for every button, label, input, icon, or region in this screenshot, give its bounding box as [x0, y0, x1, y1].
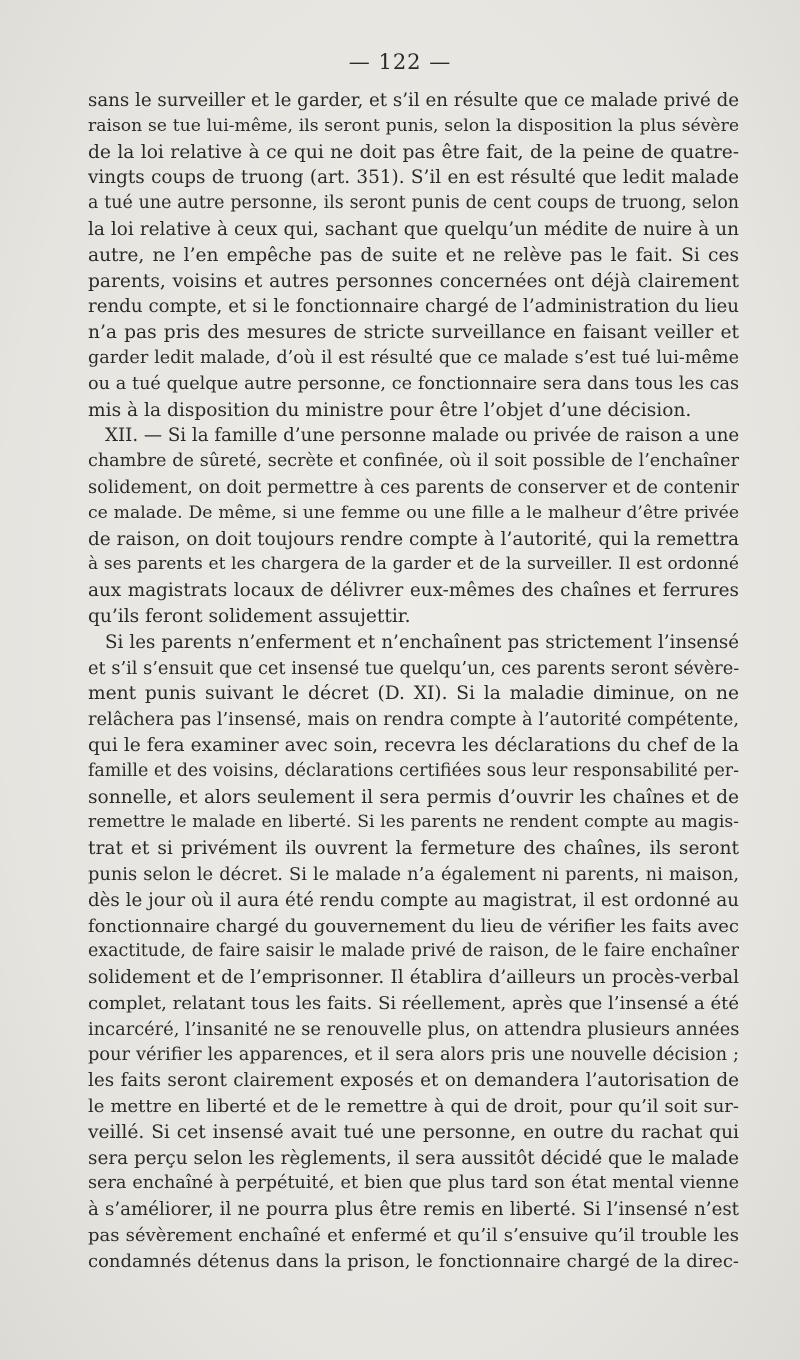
- text-line: ou a tué quelque autre personne, ce fonctionnaire sera dans tous les cas: [88, 373, 739, 394]
- text-line: pas sévèrement enchaîné et enfermé et qu’il s’ensuive qu’il trouble les: [88, 1225, 739, 1247]
- text-line: autre, ne l’en empêche pas de suite et ne relève pas le fait. Si ces: [88, 244, 739, 266]
- text-line: à s’améliorer, il ne pourra plus être remis en liberté. Si l’insensé n’est: [88, 1199, 739, 1221]
- text-line: XII. — Si la famille d’une personne malade ou privée de raison a une: [105, 425, 740, 447]
- text-line: solidement, on doit permettre à ces parents de conserver et de contenir: [88, 476, 739, 498]
- text-line: raison se tue lui-même, ils seront punis, selon la disposition la plus sévère: [88, 115, 739, 136]
- text-line: sera perçu selon les règlements, il sera aussitôt décidé que le malade: [88, 1147, 739, 1169]
- text-line: punis selon le décret. Si le malade n’a également ni parents, ni maison,: [88, 863, 739, 885]
- text-line: et s’il s’ensuit que cet insensé tue quelqu’un, ces parents seront sévère-: [88, 657, 740, 679]
- text-line: vingts coups de truong (art. 351). S’il en est résulté que ledit malade: [88, 167, 739, 189]
- text-line: garder ledit malade, d’où il est résulté que ce malade s’est tué lui-même: [88, 347, 739, 368]
- page-number: — 122 —: [348, 50, 452, 74]
- text-line: les faits seront clairement exposés et on demandera l’autorisation de: [88, 1070, 739, 1092]
- text-line: veillé. Si cet insensé avait tué une personne, en outre du rachat qui: [88, 1121, 739, 1143]
- text-line: pour vérifier les apparences, et il sera alors pris une nouvelle décision ;: [88, 1044, 739, 1066]
- text-line: condamnés détenus dans la prison, le fonctionnaire chargé de la direc-: [88, 1250, 739, 1272]
- text-line: exactitude, de faire saisir le malade privé de raison, de le faire enchaîner: [88, 941, 739, 962]
- text-line: de la loi relative à ce qui ne doit pas être fait, de la peine de quatre-: [88, 141, 739, 163]
- text-line: sonnelle, et alors seulement il sera permis d’ouvrir les chaînes et de: [88, 786, 739, 808]
- text-line: n’a pas pris des mesures de stricte surveillance en faisant veiller et: [88, 322, 739, 344]
- text-line: de raison, on doit toujours rendre compte à l’autorité, qui la remettra: [88, 528, 739, 550]
- text-line: relâchera pas l’insensé, mais on rendra compte à l’autorité compétente,: [88, 709, 739, 731]
- text-line: solidement et de l’emprisonner. Il établira d’ailleurs un procès-verbal: [88, 967, 739, 989]
- text-line: famille et des voisins, déclarations certifiées sous leur responsabilité per-: [88, 760, 739, 781]
- text-line: a tué une autre personne, ils seront punis de cent coups de truong, selon: [88, 193, 739, 214]
- body-text: [88, 88, 739, 1275]
- text-line: sans le surveiller et le garder, et s’il en résulte que ce malade privé de: [88, 90, 739, 111]
- text-line: le mettre en liberté et de le remettre à qui de droit, pour qu’il soit sur-: [88, 1096, 739, 1118]
- text-line: remettre le malade en liberté. Si les parents ne rendent compte au magis-: [88, 812, 739, 833]
- text-line: sera enchaîné à perpétuité, et bien que plus tard son état mental vienne: [88, 1173, 739, 1194]
- text-line: fonctionnaire chargé du gouvernement du lieu de vérifier les faits avec: [88, 915, 739, 937]
- text-line: ce malade. De même, si une femme ou une fille a le malheur d’être privée: [88, 502, 739, 523]
- text-line: qu’ils feront solidement assujettir.: [88, 605, 411, 627]
- text-line: à ses parents et les chargera de la garder et de la surveiller. Il est ordonné: [88, 554, 739, 575]
- text-line: dès le jour où il aura été rendu compte au magistrat, il est ordonné au: [88, 889, 739, 911]
- text-line: rendu compte, et si le fonctionnaire chargé de l’administration du lieu: [88, 296, 739, 318]
- text-line: qui le fera examiner avec soin, recevra les déclarations du chef de la: [88, 734, 739, 756]
- text-line: parents, voisins et autres personnes concernées ont déjà clairement: [88, 270, 739, 292]
- text-line: incarcéré, l’insanité ne se renouvelle plus, on attendra plusieurs années: [88, 1018, 740, 1040]
- text-line: Si les parents n’enferment et n’enchaînent pas strictement l’insensé: [105, 631, 739, 653]
- text-line: la loi relative à ceux qui, sachant que quelqu’un médite de nuire à un: [88, 218, 739, 240]
- text-line: ment punis suivant le décret (D. XI). Si la maladie diminue, on ne: [88, 683, 739, 705]
- text-line: complet, relatant tous les faits. Si réellement, après que l’insensé a été: [88, 992, 739, 1014]
- text-line: trat et si privément ils ouvrent la fermeture des chaînes, ils seront: [88, 838, 739, 860]
- text-line: mis à la disposition du ministre pour être l’objet d’une décision.: [88, 399, 692, 421]
- text-line: aux magistrats locaux de délivrer eux-mêmes des chaînes et ferrures: [88, 580, 739, 602]
- text-line: chambre de sûreté, secrète et confinée, où il soit possible de l’enchaîner: [88, 451, 739, 472]
